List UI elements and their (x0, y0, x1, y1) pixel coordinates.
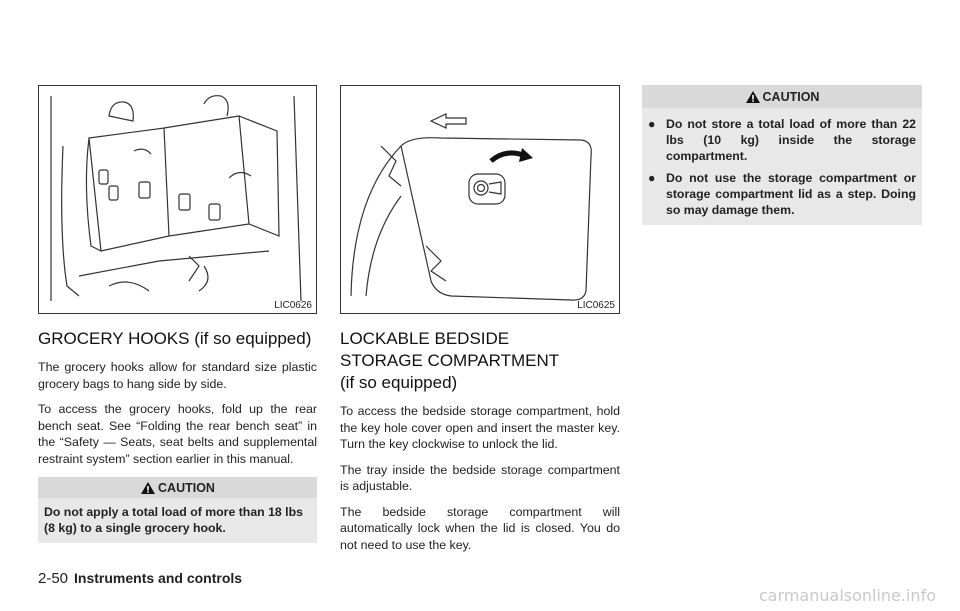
warning-triangle-icon (140, 481, 156, 495)
caution-title: CAUTION (762, 90, 820, 104)
paragraph: The tray inside the bedside storage compartment is adjustable. (340, 462, 620, 493)
caution-text: Do not apply a total load of more than 18 lbs (8 kg) to a single grocery hook. (38, 498, 317, 543)
middle-column (340, 85, 620, 562)
caution-header (38, 477, 317, 498)
caution-box (642, 85, 922, 225)
right-column (642, 85, 922, 225)
bedside-storage-body (340, 403, 620, 553)
bullet-icon: ● (648, 171, 656, 185)
paragraph: To access the grocery hooks, fold up the rear bench seat. See “Folding the rear bench seat” in the “Safety — Seats, seat belts and supplemental restraint system” section earlier in this manual. (38, 402, 317, 466)
grocery-hooks-body (38, 359, 317, 467)
grocery-hooks-illustration (39, 86, 316, 313)
paragraph: To access the bedside storage compartment, hold the key hole cover open and insert the master key. Turn the key clockwise to unlock the lid. (340, 404, 620, 451)
caution-box (38, 477, 317, 543)
page-number: 2-50 (38, 570, 69, 587)
caution-header (642, 85, 922, 108)
caution-title: CAUTION (158, 481, 215, 495)
warning-triangle-icon (745, 90, 761, 104)
figure-code: LIC0626 (274, 300, 312, 311)
bedside-storage-heading: LOCKABLE BEDSIDE STORAGE COMPARTMENT (if so equipped) (340, 329, 559, 392)
bullet-icon: ● (648, 117, 656, 131)
page-footer (38, 570, 242, 587)
grocery-hooks-heading: GROCERY HOOKS (if so equipped) (38, 329, 312, 348)
bullet-text: Do not use the storage compartment or storage compartment lid as a step. Doing so may damage them. (666, 171, 916, 217)
section-title: Instruments and controls (74, 570, 243, 586)
storage-compartment-figure (340, 85, 620, 314)
watermark: carmanualsonline.info (758, 586, 936, 605)
bullet-text: Do not store a total load of more than 22 lbs (10 kg) inside the storage compartment. (666, 117, 916, 163)
grocery-hooks-figure (38, 85, 317, 314)
figure-code: LIC0625 (577, 300, 615, 311)
storage-compartment-illustration (341, 86, 619, 313)
paragraph: The bedside storage compartment will automatically lock when the lid is closed. You do not need to use the key. (340, 504, 620, 552)
caution-bullets (642, 108, 922, 225)
caution-bullet (648, 116, 916, 164)
left-column (38, 85, 317, 543)
paragraph: The grocery hooks allow for standard size plastic grocery bags to hang side by side. (38, 360, 317, 391)
caution-bullet (648, 170, 916, 218)
